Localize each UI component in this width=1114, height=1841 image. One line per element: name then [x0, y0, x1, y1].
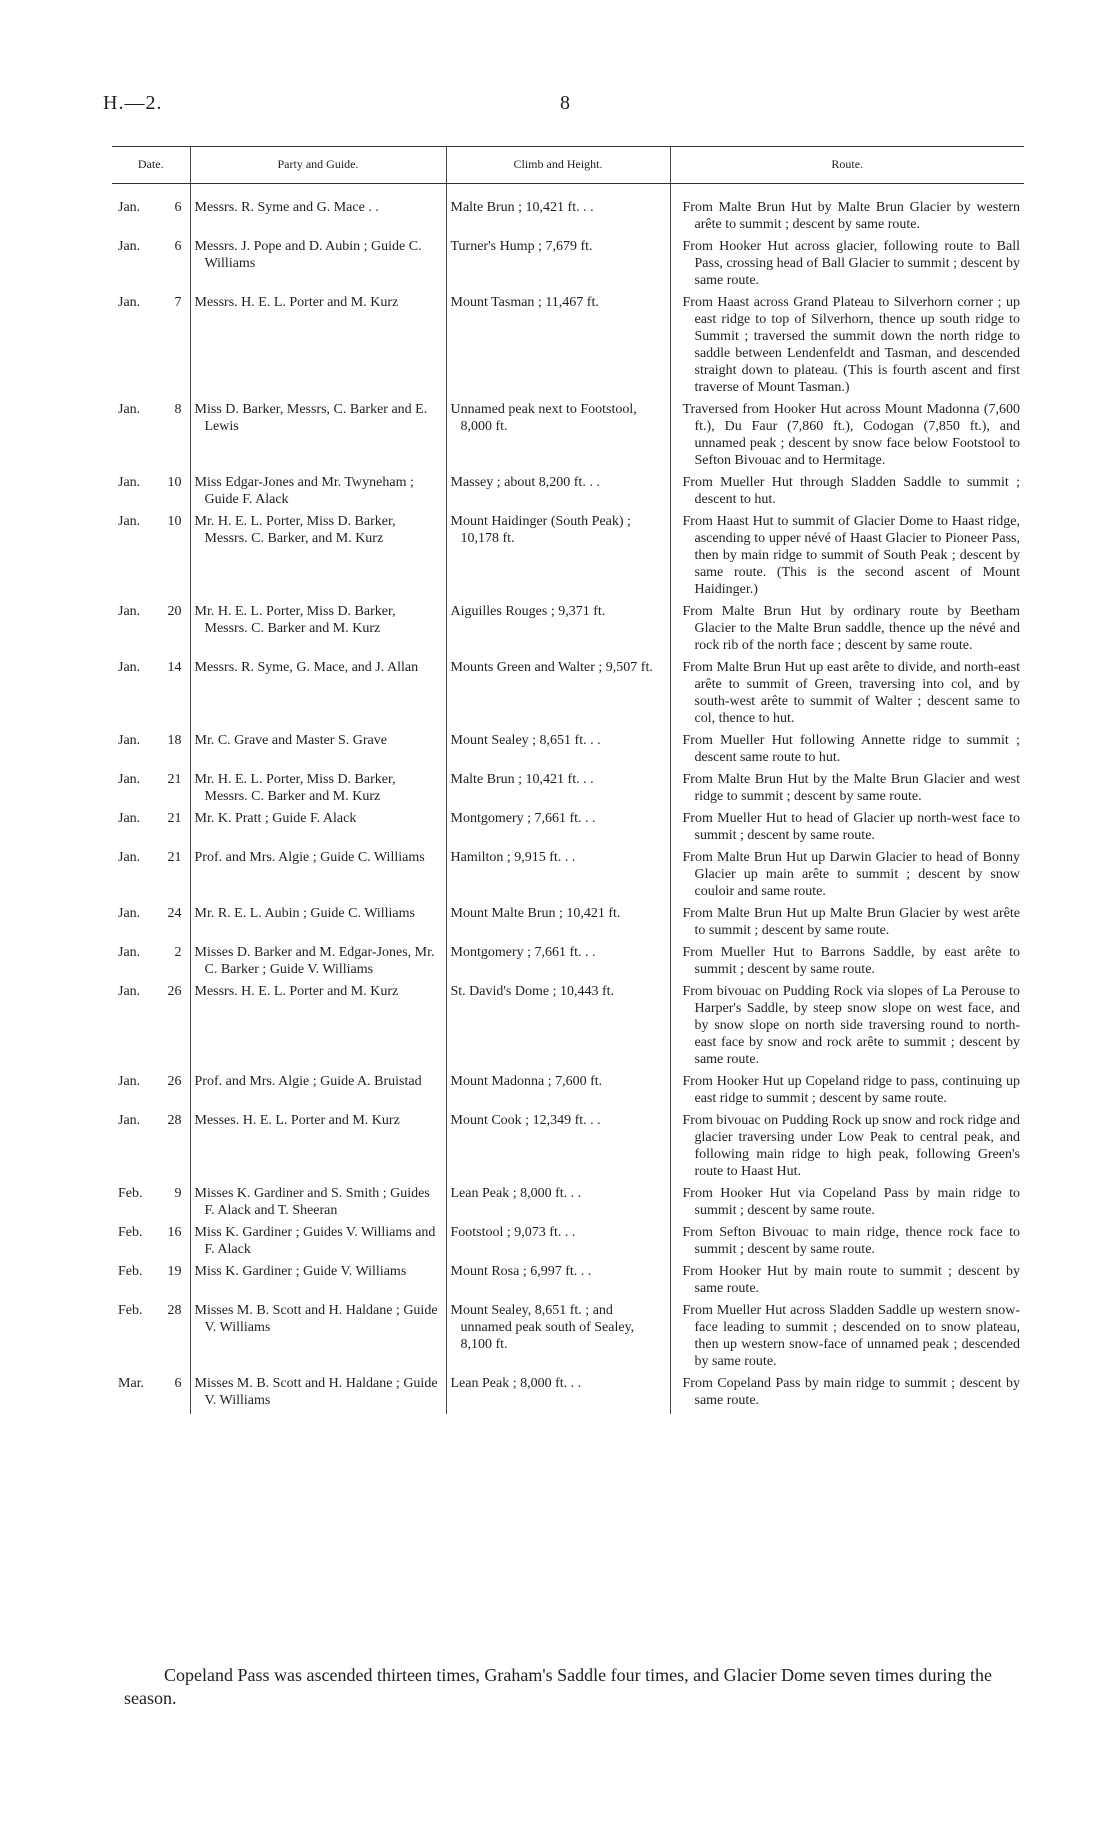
date-cell	[112, 983, 190, 1073]
date-day: 10	[167, 514, 182, 529]
climb-cell: Hamilton ; 9,915 ft. . .	[446, 849, 670, 905]
date-day: 26	[167, 1074, 182, 1089]
season-note: Copeland Pass was ascended thirteen times, Graham's Saddle four times, and Glacier Dome seven times during the season.	[124, 1665, 993, 1708]
date-month: Jan.	[118, 514, 141, 529]
table-row	[112, 1112, 1024, 1185]
date-day: 21	[167, 850, 182, 865]
route-cell: From Mueller Hut through Sladden Saddle to summit ; descent to hut.	[670, 474, 1024, 513]
date-cell	[112, 1375, 190, 1414]
table-row	[112, 732, 1024, 771]
date-cell	[112, 294, 190, 401]
party-cell: Mr. H. E. L. Porter, Miss D. Barker, Messrs. C. Barker, and M. Kurz	[190, 513, 446, 603]
date-month: Feb.	[118, 1186, 143, 1201]
party-cell: Messes. H. E. L. Porter and M. Kurz	[190, 1112, 446, 1185]
date-cell	[112, 944, 190, 983]
date-day: 9	[174, 1186, 182, 1201]
party-cell: Mr. H. E. L. Porter, Miss D. Barker, Messrs. C. Barker and M. Kurz	[190, 603, 446, 659]
party-cell: Messrs. H. E. L. Porter and M. Kurz	[190, 983, 446, 1073]
route-cell: Traversed from Hooker Hut across Mount Madonna (7,600 ft.), Du Faur (7,860 ft.), Codogan (7,850 ft.), and unnamed peak ; descent by snow face below Footstool to Sefton Bivouac and to Hermitage.	[670, 401, 1024, 474]
table-row	[112, 401, 1024, 474]
party-cell: Misses D. Barker and M. Edgar-Jones, Mr. C. Barker ; Guide V. Williams	[190, 944, 446, 983]
date-day: 7	[174, 295, 182, 310]
table-row	[112, 603, 1024, 659]
date-month: Jan.	[118, 733, 141, 748]
table-row	[112, 294, 1024, 401]
date-month: Jan.	[118, 945, 141, 960]
table-row	[112, 771, 1024, 810]
table-row	[112, 1375, 1024, 1414]
date-cell	[112, 1112, 190, 1185]
route-cell: From Malte Brun Hut up Darwin Glacier to head of Bonny Glacier up main arête to summit ; descent by snow couloir and same route.	[670, 849, 1024, 905]
party-cell: Miss Edgar-Jones and Mr. Twyneham ; Guide F. Alack	[190, 474, 446, 513]
climb-cell: Malte Brun ; 10,421 ft. . .	[446, 184, 670, 239]
date-cell	[112, 238, 190, 294]
date-cell	[112, 1302, 190, 1375]
party-cell: Mr. K. Pratt ; Guide F. Alack	[190, 810, 446, 849]
table-body	[112, 184, 1024, 1415]
climb-cell: Mount Malte Brun ; 10,421 ft.	[446, 905, 670, 944]
party-cell: Messrs. J. Pope and D. Aubin ; Guide C. Williams	[190, 238, 446, 294]
climb-cell: Unnamed peak next to Footstool, 8,000 ft.	[446, 401, 670, 474]
climb-cell: Mounts Green and Walter ; 9,507 ft.	[446, 659, 670, 732]
party-cell: Miss K. Gardiner ; Guide V. Williams	[190, 1263, 446, 1302]
table-row	[112, 474, 1024, 513]
route-cell: From Malte Brun Hut by the Malte Brun Glacier and west ridge to summit ; descent by same route.	[670, 771, 1024, 810]
date-cell	[112, 771, 190, 810]
table-row	[112, 810, 1024, 849]
climb-cell: Lean Peak ; 8,000 ft. . .	[446, 1375, 670, 1414]
date-day: 2	[174, 945, 182, 960]
route-cell: From Mueller Hut to Barrons Saddle, by east arête to summit ; descent by same route.	[670, 944, 1024, 983]
table-row	[112, 1224, 1024, 1263]
date-day: 16	[167, 1225, 182, 1240]
date-day: 24	[167, 906, 182, 921]
date-month: Jan.	[118, 984, 141, 999]
route-cell: From bivouac on Pudding Rock up snow and rock ridge and glacier traversing under Low Peak to central peak, and following main ridge to high peak, following Green's route to Haast Hut.	[670, 1112, 1024, 1185]
party-cell: Miss K. Gardiner ; Guides V. Williams and F. Alack	[190, 1224, 446, 1263]
date-month: Feb.	[118, 1225, 143, 1240]
date-cell	[112, 603, 190, 659]
date-month: Jan.	[118, 239, 141, 254]
date-day: 8	[174, 402, 182, 417]
date-day: 21	[167, 772, 182, 787]
party-cell: Messrs. H. E. L. Porter and M. Kurz	[190, 294, 446, 401]
climb-cell: Malte Brun ; 10,421 ft. . .	[446, 771, 670, 810]
date-day: 10	[167, 475, 182, 490]
date-month: Feb.	[118, 1303, 143, 1318]
date-cell	[112, 474, 190, 513]
date-day: 21	[167, 811, 182, 826]
date-month: Jan.	[118, 1113, 141, 1128]
climb-cell: Montgomery ; 7,661 ft. . .	[446, 944, 670, 983]
route-cell: From Malte Brun Hut by ordinary route by Beetham Glacier to the Malte Brun saddle, thence up the névé and rock rib of the north face ; descent by same route.	[670, 603, 1024, 659]
climb-cell: Mount Sealey, 8,651 ft. ; and unnamed peak south of Sealey, 8,100 ft.	[446, 1302, 670, 1375]
climb-cell: Lean Peak ; 8,000 ft. . .	[446, 1185, 670, 1224]
date-month: Jan.	[118, 295, 141, 310]
date-month: Jan.	[118, 200, 141, 215]
date-day: 6	[174, 239, 182, 254]
page-reference: H.—2.	[103, 92, 163, 114]
date-month: Jan.	[118, 402, 141, 417]
date-month: Jan.	[118, 772, 141, 787]
date-month: Mar.	[118, 1376, 145, 1391]
route-cell: From Mueller Hut across Sladden Saddle up western snow-face leading to summit ; descended on to snow plateau, then up western snow-face of unnamed peak ; descended by same route.	[670, 1302, 1024, 1375]
table-row	[112, 184, 1024, 239]
table-row	[112, 513, 1024, 603]
table-row	[112, 944, 1024, 983]
date-month: Jan.	[118, 475, 141, 490]
date-day: 6	[174, 200, 182, 215]
route-cell: From Malte Brun Hut up east arête to divide, and north-east arête to summit of Green, traversing into col, and by south-west arête to summit of Walter ; descent same to col, thence to hut.	[670, 659, 1024, 732]
table-row	[112, 1302, 1024, 1375]
route-cell: From Hooker Hut by main route to summit ; descent by same route.	[670, 1263, 1024, 1302]
date-cell	[112, 905, 190, 944]
route-cell: From Malte Brun Hut up Malte Brun Glacier by west arête to summit ; descent by same route.	[670, 905, 1024, 944]
date-day: 26	[167, 984, 182, 999]
date-cell	[112, 659, 190, 732]
route-cell: From Mueller Hut following Annette ridge to summit ; descent same route to hut.	[670, 732, 1024, 771]
date-day: 14	[167, 660, 182, 675]
party-cell: Mr. R. E. L. Aubin ; Guide C. Williams	[190, 905, 446, 944]
party-cell: Misses K. Gardiner and S. Smith ; Guides F. Alack and T. Sheeran	[190, 1185, 446, 1224]
party-cell: Prof. and Mrs. Algie ; Guide A. Bruistad	[190, 1073, 446, 1112]
date-day: 19	[167, 1264, 182, 1279]
table-row	[112, 1263, 1024, 1302]
party-cell: Miss D. Barker, Messrs, C. Barker and E. Lewis	[190, 401, 446, 474]
party-cell: Misses M. B. Scott and H. Haldane ; Guide V. Williams	[190, 1375, 446, 1414]
table-row	[112, 1185, 1024, 1224]
date-month: Jan.	[118, 660, 141, 675]
climb-cell: Mount Madonna ; 7,600 ft.	[446, 1073, 670, 1112]
climb-cell: Montgomery ; 7,661 ft. . .	[446, 810, 670, 849]
party-cell: Misses M. B. Scott and H. Haldane ; Guide V. Williams	[190, 1302, 446, 1375]
route-cell: From bivouac on Pudding Rock via slopes of La Perouse to Harper's Saddle, by steep snow slope on west face, and by snow slope on north side traversing round to north-east face by snow and rock arête to summit ; descent by same route.	[670, 983, 1024, 1073]
route-cell: From Haast Hut to summit of Glacier Dome to Haast ridge, ascending to upper névé of Haast Glacier to Pioneer Pass, then by main ridge to summit of South Peak ; descent by same route. (This is the second ascent of Mount Haidinger.)	[670, 513, 1024, 603]
column-header-party: Party and Guide.	[190, 147, 446, 184]
route-cell: From Hooker Hut via Copeland Pass by main ridge to summit ; descent by same route.	[670, 1185, 1024, 1224]
table-row	[112, 849, 1024, 905]
date-cell	[112, 1185, 190, 1224]
party-cell: Mr. H. E. L. Porter, Miss D. Barker, Messrs. C. Barker and M. Kurz	[190, 771, 446, 810]
column-header-climb: Climb and Height.	[446, 147, 670, 184]
date-day: 6	[174, 1376, 182, 1391]
date-month: Feb.	[118, 1264, 143, 1279]
date-month: Jan.	[118, 811, 141, 826]
climb-cell: Mount Tasman ; 11,467 ft.	[446, 294, 670, 401]
climb-cell: Mount Sealey ; 8,651 ft. . .	[446, 732, 670, 771]
climb-cell: Mount Rosa ; 6,997 ft. . .	[446, 1263, 670, 1302]
date-cell	[112, 513, 190, 603]
date-day: 28	[167, 1113, 182, 1128]
ascents-table	[112, 146, 1024, 1414]
date-month: Jan.	[118, 604, 141, 619]
page-number: 8	[560, 92, 570, 114]
climb-cell: Mount Cook ; 12,349 ft. . .	[446, 1112, 670, 1185]
date-cell	[112, 810, 190, 849]
date-month: Jan.	[118, 906, 141, 921]
route-cell: From Haast across Grand Plateau to Silverhorn corner ; up east ridge to top of Silverhorn, thence up south ridge to Summit ; traversed the summit down the north ridge to saddle between Lendenfeldt and Tasman, and descended straight down to plateau. (This is fourth ascent and first traverse of Mount Tasman.)	[670, 294, 1024, 401]
date-cell	[112, 1263, 190, 1302]
climb-cell: Turner's Hump ; 7,679 ft.	[446, 238, 670, 294]
date-month: Jan.	[118, 1074, 141, 1089]
climb-cell: Mount Haidinger (South Peak) ; 10,178 ft.	[446, 513, 670, 603]
date-day: 28	[167, 1303, 182, 1318]
party-cell: Mr. C. Grave and Master S. Grave	[190, 732, 446, 771]
table-row	[112, 238, 1024, 294]
date-cell	[112, 849, 190, 905]
climb-cell: Massey ; about 8,200 ft. . .	[446, 474, 670, 513]
route-cell: From Hooker Hut up Copeland ridge to pass, continuing up east ridge to summit ; descent by same route.	[670, 1073, 1024, 1112]
column-header-date: Date.	[112, 147, 190, 184]
date-cell	[112, 732, 190, 771]
table-row	[112, 905, 1024, 944]
date-month: Jan.	[118, 850, 141, 865]
party-cell: Prof. and Mrs. Algie ; Guide C. Williams	[190, 849, 446, 905]
climb-cell: Aiguilles Rouges ; 9,371 ft.	[446, 603, 670, 659]
climb-cell: St. David's Dome ; 10,443 ft.	[446, 983, 670, 1073]
date-day: 18	[167, 733, 182, 748]
route-cell: From Copeland Pass by main ridge to summit ; descent by same route.	[670, 1375, 1024, 1414]
route-cell: From Mueller Hut to head of Glacier up north-west face to summit ; descent by same route.	[670, 810, 1024, 849]
table-header-row	[112, 147, 1024, 184]
route-cell: From Sefton Bivouac to main ridge, thence rock face to summit ; descent by same route.	[670, 1224, 1024, 1263]
route-cell: From Malte Brun Hut by Malte Brun Glacier by western arête to summit ; descent by same route.	[670, 184, 1024, 239]
table-row	[112, 1073, 1024, 1112]
date-day: 20	[167, 604, 182, 619]
date-cell	[112, 401, 190, 474]
party-cell: Messrs. R. Syme and G. Mace . .	[190, 184, 446, 239]
column-header-route: Route.	[670, 147, 1024, 184]
climb-cell: Footstool ; 9,073 ft. . .	[446, 1224, 670, 1263]
date-cell	[112, 1224, 190, 1263]
party-cell: Messrs. R. Syme, G. Mace, and J. Allan	[190, 659, 446, 732]
date-cell	[112, 184, 190, 239]
date-cell	[112, 1073, 190, 1112]
table-row	[112, 983, 1024, 1073]
table-row	[112, 659, 1024, 732]
route-cell: From Hooker Hut across glacier, following route to Ball Pass, crossing head of Ball Glacier to summit ; descent by same route.	[670, 238, 1024, 294]
